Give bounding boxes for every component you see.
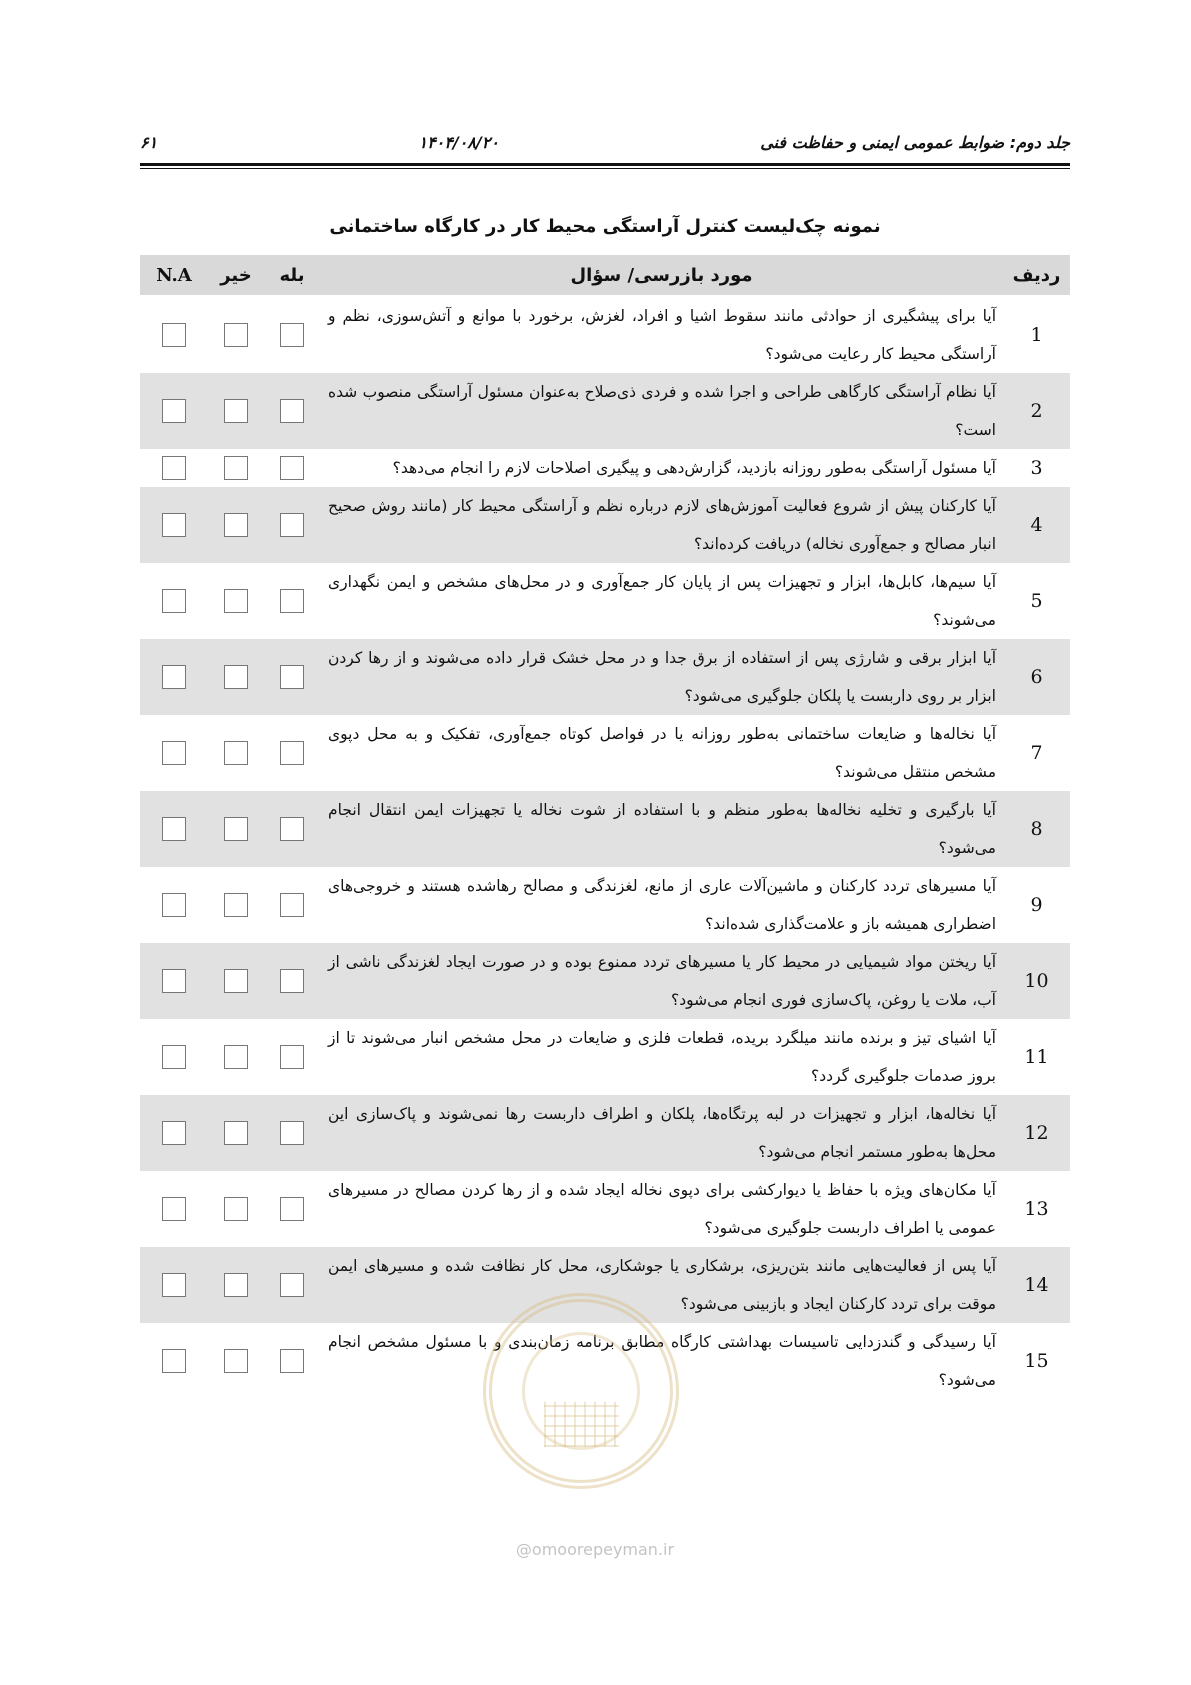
no-checkbox[interactable] bbox=[224, 589, 248, 613]
table-row bbox=[140, 715, 1070, 791]
yes-cell bbox=[264, 1247, 320, 1323]
row-number: 6 bbox=[1003, 639, 1070, 715]
yes-checkbox[interactable] bbox=[280, 665, 304, 689]
yes-cell bbox=[264, 1095, 320, 1171]
table-row bbox=[140, 867, 1070, 943]
na-cell bbox=[140, 563, 208, 639]
table-row bbox=[140, 1171, 1070, 1247]
yes-checkbox[interactable] bbox=[280, 1349, 304, 1373]
question-text: آیا پس از فعالیت‌هایی مانند بتن‌ریزی، برشکاری یا جوشکاری، محل کار نظافت شده و مسیرهای ایمن موقت برای تردد کارکنان ایجاد و بازبینی می‌شود؟ bbox=[320, 1247, 1003, 1323]
na-checkbox[interactable] bbox=[162, 969, 186, 993]
no-checkbox[interactable] bbox=[224, 513, 248, 537]
table-title: نمونه چک‌لیست کنترل آراستگی محیط کار در کارگاه ساختمانی bbox=[329, 216, 881, 237]
question-text: آیا بارگیری و تخلیه نخاله‌ها به‌طور منظم و با استفاده از شوت نخاله یا تجهیزات ایمن انتقال انجام می‌شود؟ bbox=[320, 791, 1003, 867]
page-header bbox=[140, 128, 1070, 156]
yes-checkbox[interactable] bbox=[280, 399, 304, 423]
yes-cell bbox=[264, 487, 320, 563]
yes-cell bbox=[264, 639, 320, 715]
row-number: 1 bbox=[1003, 296, 1070, 373]
no-checkbox[interactable] bbox=[224, 893, 248, 917]
no-cell bbox=[208, 449, 264, 487]
na-cell bbox=[140, 715, 208, 791]
question-text: آیا رسیدگی و گندزدایی تاسیسات بهداشتی کارگاه مطابق برنامه زمان‌بندی و با مسئول مشخص انجام می‌شود؟ bbox=[320, 1323, 1003, 1399]
table-row bbox=[140, 943, 1070, 1019]
col-question: مورد بازرسی/ سؤال bbox=[320, 255, 1003, 296]
na-checkbox[interactable] bbox=[162, 817, 186, 841]
row-number: 3 bbox=[1003, 449, 1070, 487]
no-cell bbox=[208, 1171, 264, 1247]
yes-checkbox[interactable] bbox=[280, 1045, 304, 1069]
no-cell bbox=[208, 373, 264, 449]
header-rule-thin bbox=[140, 168, 1070, 169]
no-cell bbox=[208, 487, 264, 563]
row-number: 7 bbox=[1003, 715, 1070, 791]
na-checkbox[interactable] bbox=[162, 1349, 186, 1373]
na-cell bbox=[140, 1247, 208, 1323]
na-checkbox[interactable] bbox=[162, 513, 186, 537]
col-yes: بله bbox=[264, 255, 320, 296]
checklist-table bbox=[140, 255, 1070, 1399]
na-cell bbox=[140, 1019, 208, 1095]
table-row bbox=[140, 1247, 1070, 1323]
table-row bbox=[140, 296, 1070, 373]
no-cell bbox=[208, 867, 264, 943]
question-text: آیا کارکنان پیش از شروع فعالیت آموزش‌های لازم درباره نظم و آراستگی محیط کار (مانند روش صحیح انبار مصالح و جمع‌آوری نخاله) دریافت کرده‌اند؟ bbox=[320, 487, 1003, 563]
yes-cell bbox=[264, 1171, 320, 1247]
question-text: آیا مسئول آراستگی به‌طور روزانه بازدید، گزارش‌دهی و پیگیری اصلاحات لازم را انجام می‌دهد؟ bbox=[320, 449, 1003, 487]
table-row bbox=[140, 1019, 1070, 1095]
row-number: 8 bbox=[1003, 791, 1070, 867]
na-cell bbox=[140, 1323, 208, 1399]
na-checkbox[interactable] bbox=[162, 741, 186, 765]
yes-checkbox[interactable] bbox=[280, 817, 304, 841]
col-na: N.A bbox=[140, 255, 208, 296]
table-row bbox=[140, 449, 1070, 487]
no-cell bbox=[208, 1095, 264, 1171]
na-cell bbox=[140, 867, 208, 943]
yes-checkbox[interactable] bbox=[280, 893, 304, 917]
checklist-body bbox=[140, 296, 1070, 1399]
na-checkbox[interactable] bbox=[162, 665, 186, 689]
row-number: 10 bbox=[1003, 943, 1070, 1019]
no-checkbox[interactable] bbox=[224, 399, 248, 423]
row-number: 12 bbox=[1003, 1095, 1070, 1171]
question-text: آیا برای پیشگیری از حوادثی مانند سقوط اشیا و افراد، لغزش، برخورد با موانع و آتش‌سوزی، نظم و آراستگی محیط کار رعایت می‌شود؟ bbox=[320, 296, 1003, 373]
no-cell bbox=[208, 715, 264, 791]
na-cell bbox=[140, 487, 208, 563]
yes-cell bbox=[264, 943, 320, 1019]
no-checkbox[interactable] bbox=[224, 1121, 248, 1145]
na-cell bbox=[140, 639, 208, 715]
yes-cell bbox=[264, 791, 320, 867]
question-text: آیا نخاله‌ها و ضایعات ساختمانی به‌طور روزانه یا در فواصل کوتاه جمع‌آوری، تفکیک و به محل دپوی مشخص منتقل می‌شوند؟ bbox=[320, 715, 1003, 791]
no-cell bbox=[208, 639, 264, 715]
yes-checkbox[interactable] bbox=[280, 1273, 304, 1297]
row-number: 4 bbox=[1003, 487, 1070, 563]
no-cell bbox=[208, 1019, 264, 1095]
no-checkbox[interactable] bbox=[224, 1045, 248, 1069]
question-text: آیا نخاله‌ها، ابزار و تجهیزات در لبه پرتگاه‌ها، پلکان و اطراف داربست رها نمی‌شوند و پاک‌سازی این محل‌ها به‌طور مستمر انجام می‌شود؟ bbox=[320, 1095, 1003, 1171]
row-number: 11 bbox=[1003, 1019, 1070, 1095]
yes-cell bbox=[264, 296, 320, 373]
question-text: آیا مکان‌های ویژه با حفاظ یا دیوارکشی برای دپوی نخاله ایجاد شده و از رها کردن مصالح در مسیرهای عمومی یا اطراف داربست جلوگیری می‌شود؟ bbox=[320, 1171, 1003, 1247]
yes-cell bbox=[264, 715, 320, 791]
table-row bbox=[140, 563, 1070, 639]
no-checkbox[interactable] bbox=[224, 969, 248, 993]
table-row bbox=[140, 1095, 1070, 1171]
no-cell bbox=[208, 943, 264, 1019]
yes-checkbox[interactable] bbox=[280, 323, 304, 347]
yes-checkbox[interactable] bbox=[280, 456, 304, 480]
question-text: آیا ریختن مواد شیمیایی در محیط کار یا مسیرهای تردد ممنوع بوده و در صورت ایجاد لغزندگی ناشی از آب، ملات یا روغن، پاک‌سازی فوری انجام می‌شود؟ bbox=[320, 943, 1003, 1019]
yes-cell bbox=[264, 373, 320, 449]
yes-checkbox[interactable] bbox=[280, 969, 304, 993]
na-cell bbox=[140, 296, 208, 373]
na-checkbox[interactable] bbox=[162, 323, 186, 347]
no-cell bbox=[208, 563, 264, 639]
no-checkbox[interactable] bbox=[224, 741, 248, 765]
na-checkbox[interactable] bbox=[162, 1273, 186, 1297]
no-checkbox[interactable] bbox=[224, 1197, 248, 1221]
row-number: 13 bbox=[1003, 1171, 1070, 1247]
na-cell bbox=[140, 943, 208, 1019]
yes-cell bbox=[264, 1323, 320, 1399]
na-cell bbox=[140, 1095, 208, 1171]
na-checkbox[interactable] bbox=[162, 893, 186, 917]
no-checkbox[interactable] bbox=[224, 456, 248, 480]
na-cell bbox=[140, 373, 208, 449]
yes-cell bbox=[264, 563, 320, 639]
row-number: 14 bbox=[1003, 1247, 1070, 1323]
yes-checkbox[interactable] bbox=[280, 1197, 304, 1221]
row-number: 15 bbox=[1003, 1323, 1070, 1399]
no-checkbox[interactable] bbox=[224, 665, 248, 689]
no-cell bbox=[208, 791, 264, 867]
header-rule bbox=[140, 163, 1070, 166]
volume-title: جلد دوم: ضوابط عمومی ایمنی و حفاظت فنی bbox=[760, 132, 1070, 152]
na-checkbox[interactable] bbox=[162, 399, 186, 423]
row-number: 5 bbox=[1003, 563, 1070, 639]
no-cell bbox=[208, 1247, 264, 1323]
yes-checkbox[interactable] bbox=[280, 589, 304, 613]
na-checkbox[interactable] bbox=[162, 456, 186, 480]
table-row bbox=[140, 791, 1070, 867]
no-checkbox[interactable] bbox=[224, 1273, 248, 1297]
yes-checkbox[interactable] bbox=[280, 1121, 304, 1145]
question-text: آیا مسیرهای تردد کارکنان و ماشین‌آلات عاری از مانع، لغزندگی و مصالح رهاشده هستند و خروجی‌های اضطراری همیشه باز و علامت‌گذاری شده‌اند؟ bbox=[320, 867, 1003, 943]
page-number: ۶۱ bbox=[140, 132, 158, 152]
col-row-number: ردیف bbox=[1003, 255, 1070, 296]
na-cell bbox=[140, 449, 208, 487]
na-checkbox[interactable] bbox=[162, 1197, 186, 1221]
na-checkbox[interactable] bbox=[162, 1121, 186, 1145]
yes-cell bbox=[264, 1019, 320, 1095]
question-text: آیا اشیای تیز و برنده مانند میلگرد بریده، قطعات فلزی و ضایعات در محل مشخص انبار می‌شوند تا از بروز صدمات جلوگیری گردد؟ bbox=[320, 1019, 1003, 1095]
no-checkbox[interactable] bbox=[224, 323, 248, 347]
header-date: ۱۴۰۴/۰۸/۲۰ bbox=[418, 132, 499, 152]
table-row bbox=[140, 373, 1070, 449]
na-cell bbox=[140, 791, 208, 867]
table-row bbox=[140, 487, 1070, 563]
na-cell bbox=[140, 1171, 208, 1247]
col-no: خیر bbox=[208, 255, 264, 296]
no-checkbox[interactable] bbox=[224, 817, 248, 841]
no-checkbox[interactable] bbox=[224, 1349, 248, 1373]
seal-grid-icon bbox=[544, 1402, 619, 1447]
table-row bbox=[140, 1323, 1070, 1399]
question-text: آیا ابزار برقی و شارژی پس از استفاده از برق جدا و در محل خشک قرار داده می‌شوند و از رها کردن ابزار بر روی داربست یا پلکان جلوگیری می‌شود؟ bbox=[320, 639, 1003, 715]
no-cell bbox=[208, 1323, 264, 1399]
yes-cell bbox=[264, 867, 320, 943]
table-row bbox=[140, 639, 1070, 715]
question-text: آیا نظام آراستگی کارگاهی طراحی و اجرا شده و فردی ذی‌صلاح به‌عنوان مسئول آراستگی منصوب شده است؟ bbox=[320, 373, 1003, 449]
yes-checkbox[interactable] bbox=[280, 741, 304, 765]
watermark-site: @omoorepeyman.ir bbox=[515, 1540, 675, 1559]
no-cell bbox=[208, 296, 264, 373]
table-header-row bbox=[140, 255, 1070, 296]
row-number: 9 bbox=[1003, 867, 1070, 943]
na-checkbox[interactable] bbox=[162, 1045, 186, 1069]
row-number: 2 bbox=[1003, 373, 1070, 449]
yes-cell bbox=[264, 449, 320, 487]
yes-checkbox[interactable] bbox=[280, 513, 304, 537]
na-checkbox[interactable] bbox=[162, 589, 186, 613]
question-text: آیا سیم‌ها، کابل‌ها، ابزار و تجهیزات پس از پایان کار جمع‌آوری و در محل‌های مشخص و ایمن نگهداری می‌شوند؟ bbox=[320, 563, 1003, 639]
